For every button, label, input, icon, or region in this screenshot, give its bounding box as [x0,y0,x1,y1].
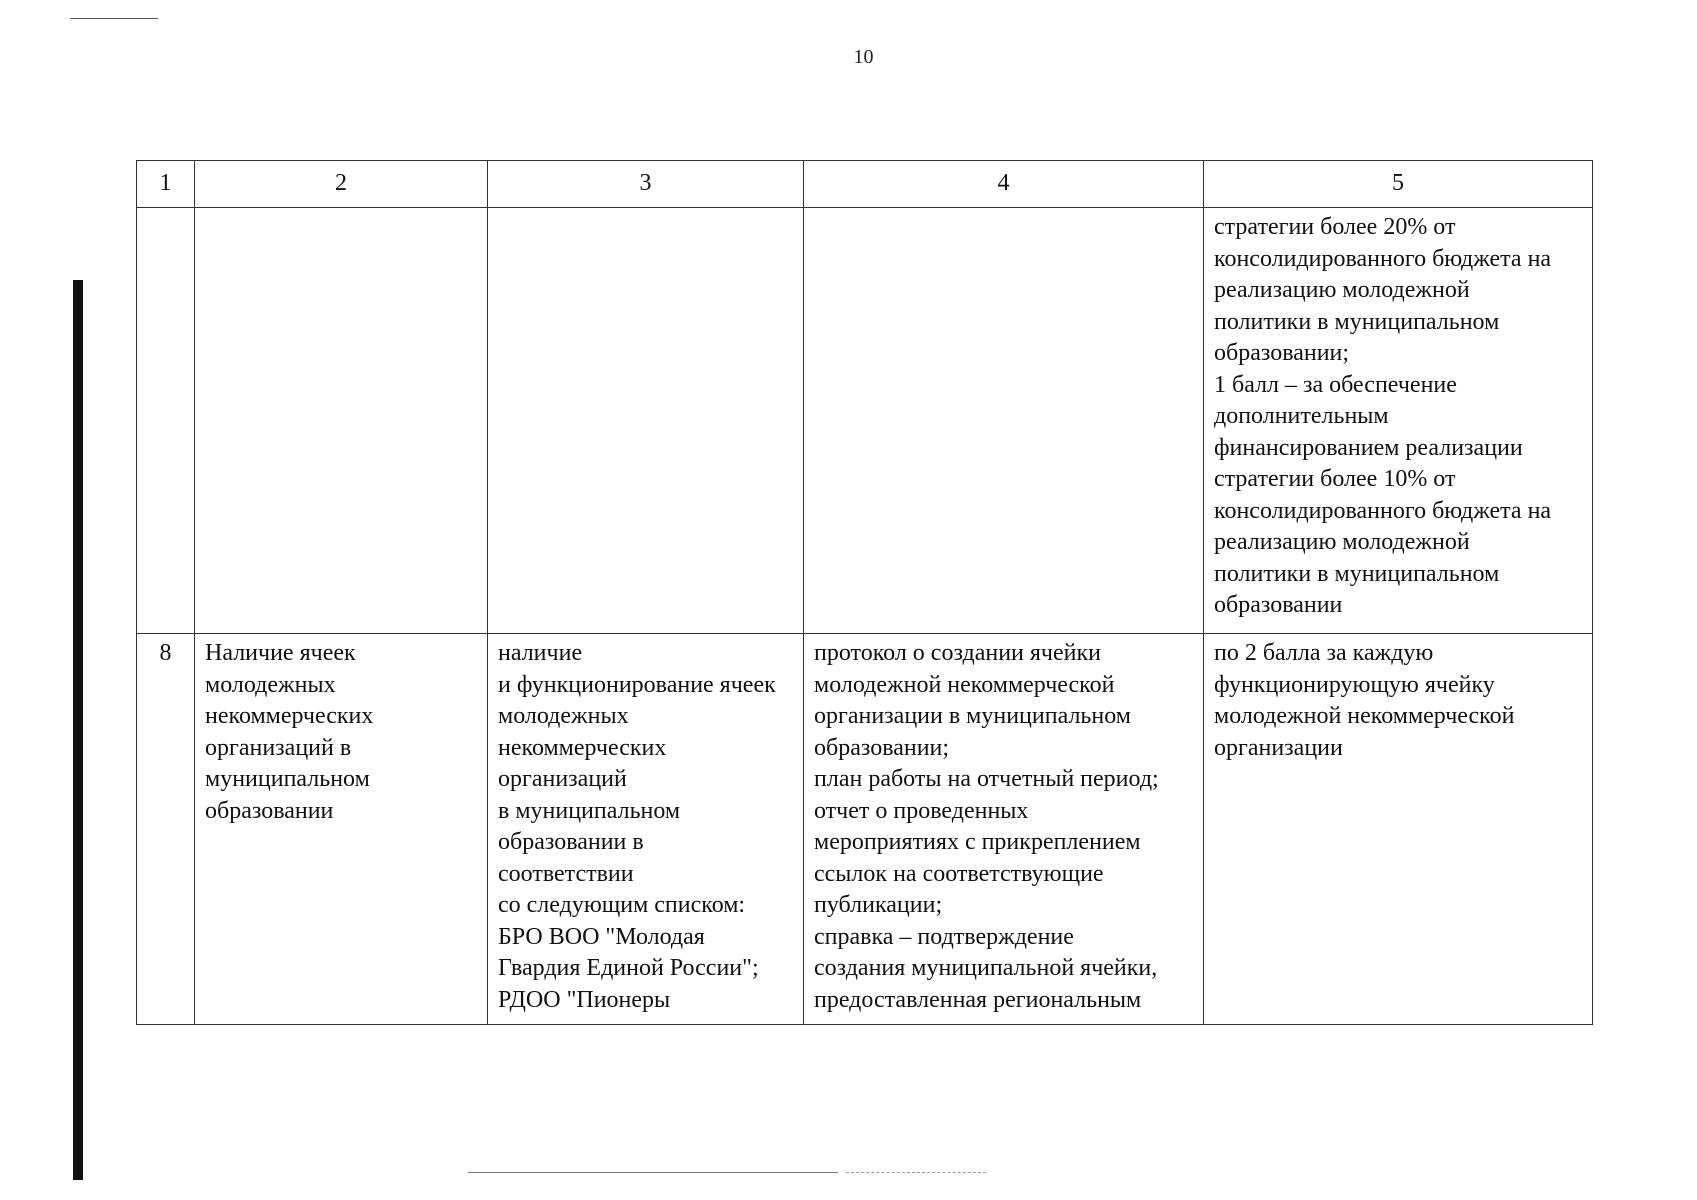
text-line: некоммерческих [498,734,667,761]
header-cell-4: 4 [804,161,1204,208]
text-line: молодежных [498,703,629,729]
text-line: наличие [498,640,583,666]
text-line: 1 балл – за обеспечение [1214,371,1457,398]
text-line: стратегии более 20% от [1214,214,1456,240]
text-line: предоставленная региональным [814,986,1142,1013]
criterion-name-cell [195,634,488,1025]
scoring-cell [1204,634,1593,1025]
bottom-dashes [846,1172,986,1173]
top-left-rule [70,18,158,19]
text-line: муниципальном [205,766,370,792]
cont-cell-3 [488,208,804,634]
criteria-table [136,160,1593,1025]
text-line: отчет о проведенных [814,797,1029,824]
text-line: справка – подтверждение [814,923,1074,950]
bottom-rule [468,1172,838,1173]
text-line: публикации; [814,892,943,918]
text-line: со следующим списком: [498,892,746,918]
text-line: дополнительным [1214,403,1389,429]
text-line: БРО ВОО "Молодая [498,923,705,950]
scan-edge-bar [73,280,83,1180]
text-line: образовании; [1214,340,1350,366]
header-cell-1: 1 [137,161,195,208]
text-line: по 2 балла за каждую [1214,640,1434,666]
header-cell-2: 2 [195,161,488,208]
text-line: организаций в [205,734,352,761]
text-line: консолидированного бюджета на [1214,497,1552,524]
table-row-continuation [137,208,1593,634]
text-line: протокол о создании ячейки [814,640,1102,666]
text-line: РДОО "Пионеры [498,986,671,1013]
text-line: план работы на отчетный период; [814,766,1159,792]
text-line: организации [1214,734,1343,761]
text-line: стратегии более 10% от [1214,466,1456,492]
text-line: некоммерческих [205,703,374,729]
header-cell-3: 3 [488,161,804,208]
header-row [137,161,1593,208]
text-line: финансированием реализации [1214,434,1523,461]
text-line: мероприятиях с прикреплением [814,829,1141,855]
text-line: образовании; [814,734,950,761]
text-line: Гвардия Единой России"; [498,955,759,981]
text-line: организаций [498,766,627,792]
text-line: Наличие ячеек [205,640,356,666]
supporting-documents-cell [804,634,1204,1025]
text-line: функционирующую ячейку [1214,671,1495,698]
cont-cell-4 [804,208,1204,634]
text-line: молодежной некоммерческой [1214,703,1515,729]
text-line: молодежных [205,671,336,698]
text-line: образовании [1214,592,1343,618]
text-line: соответствии [498,860,634,887]
text-line: консолидированного бюджета на [1214,245,1552,272]
text-line: реализацию молодежной [1214,277,1470,303]
text-line: молодежной некоммерческой [814,671,1115,698]
page-number: 10 [853,46,874,68]
header-cell-5: 5 [1204,161,1593,208]
text-line: политики в муниципальном [1214,308,1500,335]
cont-cell-2 [195,208,488,634]
row-number: 8 [137,634,195,1025]
criterion-description-cell [488,634,804,1025]
cont-cell-5 [1204,208,1593,634]
table-row-8 [137,634,1593,1025]
text-line: реализацию молодежной [1214,529,1470,555]
text-line: в муниципальном [498,797,681,824]
text-line: ссылок на соответствующие [814,860,1104,887]
text-line: образовании в [498,829,644,855]
text-line: и функционирование ячеек [498,671,776,698]
text-line: политики в муниципальном [1214,560,1500,587]
text-line: образовании [205,797,334,824]
cont-cell-1 [137,208,195,634]
text-line: создания муниципальной ячейки, [814,955,1158,981]
text-line: организации в муниципальном [814,703,1131,729]
